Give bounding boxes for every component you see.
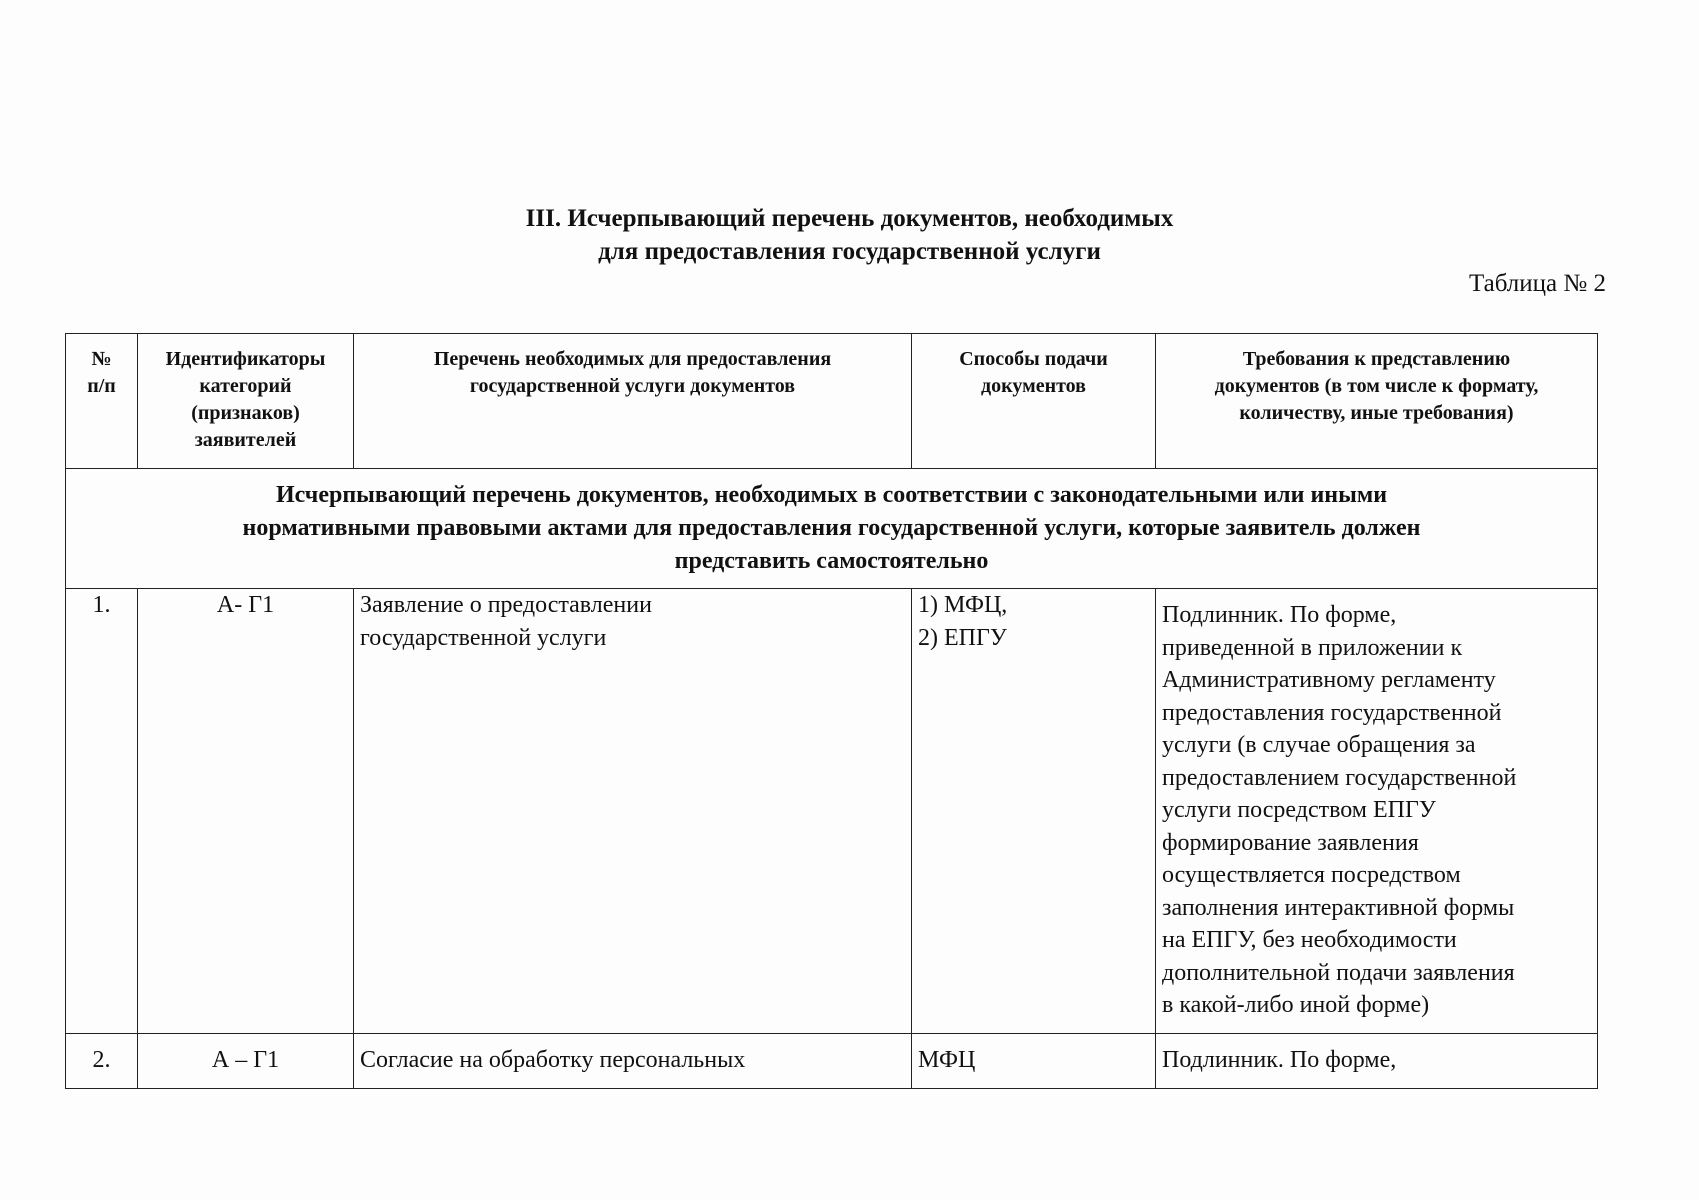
header-number: [66, 334, 138, 469]
table-row: [66, 589, 1598, 1034]
requirement-line: услуги посредством ЕПГУ: [1162, 797, 1436, 823]
header-document-list: [354, 334, 912, 469]
row-number: 2.: [66, 1034, 138, 1089]
header-line: категорий: [199, 375, 292, 397]
row-document: [354, 589, 912, 1034]
header-line: документов: [981, 375, 1086, 397]
header-line: Идентификаторы: [165, 348, 326, 370]
row-category: А – Г1: [138, 1034, 354, 1089]
title-line-2: для предоставления государственной услуги: [598, 238, 1101, 265]
requirement-line: осуществляется посредством: [1162, 862, 1461, 888]
requirement-line: дополнительной подачи заявления: [1162, 959, 1515, 986]
requirement-line: приведенной в приложении к: [1162, 634, 1463, 661]
header-line: (признаков): [191, 402, 300, 424]
method-line: МФЦ: [918, 1047, 976, 1073]
row-submission-methods: [912, 1034, 1156, 1089]
header-line: п/п: [87, 375, 116, 397]
requirement-line: услуги (в случае обращения за: [1162, 732, 1476, 758]
section-line: нормативными правовыми актами для предоставления государственной услуги, которые заявитель должен: [242, 515, 1421, 541]
requirement-line: на ЕПГУ, без необходимости: [1162, 927, 1457, 953]
header-requirements: [1156, 334, 1598, 469]
requirement-line: формирование заявления: [1162, 829, 1419, 856]
row-submission-methods: [912, 589, 1156, 1034]
section-header-row: [66, 469, 1598, 589]
requirement-line: предоставления государственной: [1162, 699, 1502, 726]
document-title: [0, 202, 1699, 268]
requirement-line: в какой-либо иной форме): [1162, 992, 1430, 1018]
header-line: количеству, иные требования): [1239, 402, 1514, 424]
requirement-line: предоставлением государственной: [1162, 764, 1517, 791]
section-line: Исчерпывающий перечень документов, необходимых в соответствии с законодательными или иными: [275, 482, 1388, 508]
table-row: [66, 1034, 1598, 1089]
header-line: Требования к представлению: [1242, 348, 1511, 370]
header-submission-methods: [912, 334, 1156, 469]
method-line: 1) МФЦ,: [918, 592, 1008, 618]
section-heading: [66, 469, 1598, 589]
document-line: Заявление о предоставлении: [360, 592, 652, 618]
header-line: заявителей: [194, 429, 297, 451]
table-number-label: Таблица № 2: [1468, 270, 1606, 297]
table-header-row: [66, 334, 1598, 469]
header-line: №: [91, 348, 112, 370]
row-requirements: [1156, 589, 1598, 1034]
header-line: Перечень необходимых для предоставления: [433, 348, 832, 370]
row-requirements: [1156, 1034, 1598, 1089]
title-line-1: III. Исчерпывающий перечень документов, необходимых: [525, 205, 1174, 232]
header-applicant-categories: [138, 334, 354, 469]
header-line: Способы подачи: [959, 348, 1108, 370]
requirement-line: Подлинник. По форме,: [1162, 1047, 1397, 1073]
document-line: Согласие на обработку персональных: [360, 1047, 746, 1073]
requirement-line: Административному регламенту: [1162, 667, 1496, 693]
requirement-line: заполнения интерактивной формы: [1162, 894, 1515, 921]
requirement-line: Подлинник. По форме,: [1162, 602, 1397, 628]
row-document: [354, 1034, 912, 1089]
row-number: 1.: [66, 589, 138, 1034]
header-line: документов (в том числе к формату,: [1214, 375, 1539, 397]
section-line: представить самостоятельно: [674, 548, 989, 574]
method-line: 2) ЕПГУ: [918, 624, 1007, 651]
document-line: государственной услуги: [360, 624, 607, 651]
header-line: государственной услуги документов: [469, 375, 796, 397]
documents-table: [65, 333, 1598, 1089]
row-category: А- Г1: [138, 589, 354, 1034]
